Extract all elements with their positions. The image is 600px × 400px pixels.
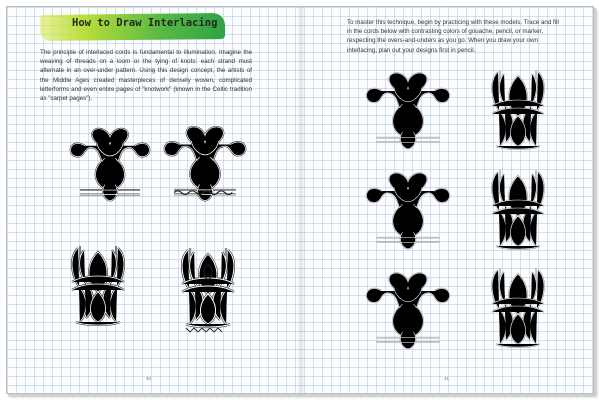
practice-knot-tall-2 [478, 164, 558, 254]
practice-instructions: To master this technique, begin by practicing with these models. Trace and fill in the cords below with contrasting colors of gouache, pencil, or marker, respecting the overs-and-unders as you go. When you draw your own interlacing, plan out your designs first in pencil. [347, 19, 559, 54]
example-knot-tall-1 [58, 240, 138, 330]
page-number-left: 40 [146, 376, 152, 381]
intro-paragraph: The principle of interlaced cords is fundamental to illumination. Imagine the weaving of threads on a loom or the tying of knots: each strand must alternate in an over-under pattern. Using this design concept, the artists of the Middle Ages created masterpieces of densely woven, complicated letterforms and even entire pages of "knotwork" (known in the Celtic tradition as "carpet pages"). [40, 49, 252, 103]
page-number-right: 41 [444, 376, 450, 381]
practice-knot-tall-3 [478, 262, 558, 352]
page-gutter [297, 7, 305, 393]
example-knot-wide-1 [60, 122, 160, 198]
practice-knot-tall-1 [478, 64, 558, 154]
example-knot-wide-2 [155, 120, 255, 198]
practice-knot-wide-2 [358, 166, 458, 246]
practice-knot-wide-3 [358, 266, 458, 346]
example-knot-tall-2 [168, 242, 248, 332]
page-title: How to Draw Interlacing [72, 17, 218, 29]
practice-knot-wide-1 [358, 66, 458, 146]
